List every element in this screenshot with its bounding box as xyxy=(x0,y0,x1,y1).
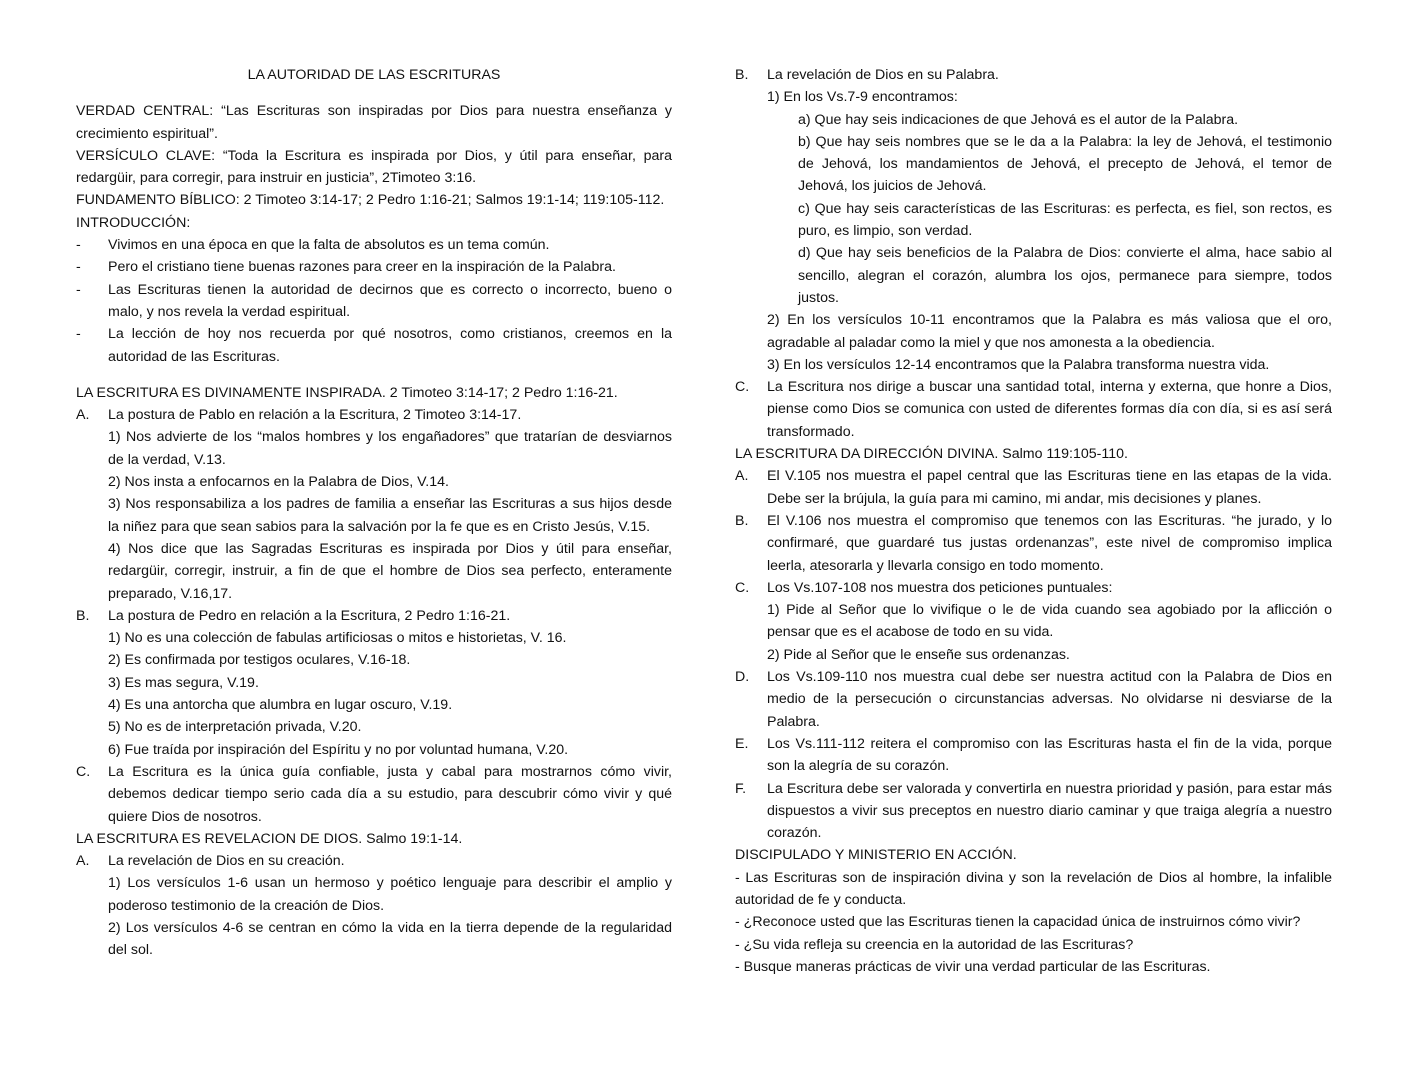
section-point xyxy=(735,64,1332,86)
discipulado-item: - ¿Su vida refleja su creencia en la autoridad de las Escrituras? xyxy=(735,936,1134,953)
discipulado-item: - Las Escrituras son de inspiración divina y son la revelación de Dios al hombre, la infalible autoridad de fe y conducta. xyxy=(735,869,1332,908)
point-text: La Escritura nos dirige a buscar una santidad total, interna y externa, que honre a Dios, piense como Dios se comunica con usted de diferentes formas día con día, si es así será transformado. xyxy=(767,379,1332,440)
sub-sub-point: c) Que hay seis características de las Escrituras: es perfecta, es fiel, son rectos, es puro, es limpio, son verdad. xyxy=(798,200,1332,240)
point-marker: A. xyxy=(76,853,90,870)
sub-point: 1) No es una colección de fabulas artificiosas o mitos e historietas, V. 16. xyxy=(108,630,567,647)
section-point xyxy=(735,666,1332,733)
intro-heading: INTRODUCCIÓN: xyxy=(76,214,191,231)
sub-point: 1) En los Vs.7-9 encontramos: xyxy=(767,89,958,106)
fundamento-biblico: FUNDAMENTO BÍBLICO: 2 Timoteo 3:14-17; 2 Pedro 1:16-21; Salmos 19:1-14; 119:105-112. xyxy=(76,192,665,209)
intro-item xyxy=(76,234,672,256)
section-point xyxy=(735,778,1332,845)
point-marker: A. xyxy=(76,407,90,424)
sub-point: 2) Los versículos 4-6 se centran en cómo la vida en la tierra depende de la regularidad del sol. xyxy=(108,919,672,959)
sub-point: 2) Nos insta a enfocarnos en la Palabra de Dios, V.14. xyxy=(108,474,449,491)
bullet-marker: - xyxy=(76,237,81,254)
section-point xyxy=(735,510,1332,577)
bullet-marker: - xyxy=(76,281,81,298)
point-text: La postura de Pablo en relación a la Escritura, 2 Timoteo 3:14-17. xyxy=(108,407,522,424)
section-point xyxy=(735,733,1332,778)
section-heading: LA ESCRITURA DA DIRECCIÓN DIVINA. Salmo 119:105-110. xyxy=(735,446,1128,463)
sub-point: 1) Pide al Señor que lo vivifique o le de vida cuando sea agobiado por la aflicción o pensar que es el acabose de todo en su vida. xyxy=(767,602,1332,641)
point-text: El V.106 nos muestra el compromiso que tenemos con las Escrituras. “he jurado, y lo confirmaré, que guardaré tus justas ordenanzas”, este nivel de compromiso implica leerla, atesorarla y llevarla consigo en todo momento. xyxy=(767,512,1332,574)
section-heading: DISCIPULADO Y MINISTERIO EN ACCIÓN. xyxy=(735,847,1017,864)
intro-item xyxy=(76,256,672,278)
sub-point: 2) En los versículos 10-11 encontramos que la Palabra es más valiosa que el oro, agradable al paladar como la miel y que nos amonesta a la obediencia. xyxy=(767,312,1332,351)
intro-item-text: Vivimos en una época en que la falta de absolutos es un tema común. xyxy=(108,237,550,254)
point-marker: C. xyxy=(76,763,91,780)
right-column xyxy=(735,64,1332,978)
intro-item-text: Las Escrituras tienen la autoridad de decirnos que es correcto o incorrecto, bueno o malo, y nos revela la verdad espiritual. xyxy=(108,281,672,320)
point-text: La revelación de Dios en su creación. xyxy=(108,853,345,870)
section-heading: LA ESCRITURA ES DIVINAMENTE INSPIRADA. 2 Timoteo 3:14-17; 2 Pedro 1:16-21. xyxy=(76,384,618,401)
point-marker: B. xyxy=(76,607,90,624)
intro-item-text: La lección de hoy nos recuerda por qué nosotros, como cristianos, creemos en la autoridad de las Escrituras. xyxy=(108,326,672,365)
sub-point: 4) Es una antorcha que alumbra en lugar oscuro, V.19. xyxy=(108,697,453,714)
point-marker: C. xyxy=(735,579,750,596)
point-text: La Escritura es la única guía confiable, justa y cabal para mostrarnos cómo vivir, debemos dedicar tiempo serio cada día a su estudio, para descubrir cómo vivir y qué quiere Dios de nosotros. xyxy=(108,763,672,825)
intro-item xyxy=(76,323,672,368)
point-text: La Escritura debe ser valorada y convertirla en nuestra prioridad y pasión, para estar más dispuestos a vivir sus preceptos en nuestro diario caminar y que traiga alegría a nuestro corazón. xyxy=(767,780,1332,842)
point-marker: D. xyxy=(735,669,750,686)
sub-point: 4) Nos dice que las Sagradas Escrituras es inspirada por Dios y útil para enseñar, redargüir, corregir, instruir, a fin de que el hombre de Dios sea perfecto, enteramente preparado, V.16,17. xyxy=(108,540,672,602)
left-column xyxy=(76,64,672,962)
sub-point: 1) Los versículos 1-6 usan un hermoso y poético lenguaje para describir el amplio y poderoso testimonio de la creación de Dios. xyxy=(108,875,672,914)
point-text: Los Vs.107-108 nos muestra dos peticiones puntuales: xyxy=(767,579,1113,596)
section-heading: LA ESCRITURA ES REVELACION DE DIOS. Salmo 19:1-14. xyxy=(76,830,463,847)
sub-point: 1) Nos advierte de los “malos hombres y los engañadores” que tratarían de desviarnos de la verdad, V.13. xyxy=(108,429,672,468)
intro-item xyxy=(76,279,672,324)
point-text: La revelación de Dios en su Palabra. xyxy=(767,67,999,83)
section-point xyxy=(735,376,1332,443)
section-point xyxy=(76,761,672,828)
sub-point: 6) Fue traída por inspiración del Espíritu y no por voluntad humana, V.20. xyxy=(108,741,569,758)
point-text: Los Vs.109-110 nos muestra cual debe ser nuestra actitud con la Palabra de Dios en medio de la persecución o circunstancias adversas. No olvidarse ni desviarse de la Palabra. xyxy=(767,669,1332,730)
section-point xyxy=(735,465,1332,510)
intro-item-text: Pero el cristiano tiene buenas razones para creer en la inspiración de la Palabra. xyxy=(108,259,616,276)
document-title: LA AUTORIDAD DE LAS ESCRITURAS xyxy=(247,67,501,83)
sub-point: 3) Nos responsabiliza a los padres de familia a enseñar las Escrituras a sus hijos desde la niñez para que sean sabios para la salvación por la fe que es en Cristo Jesús, V.15. xyxy=(108,496,672,535)
point-marker: A. xyxy=(735,468,749,485)
sub-point: 2) Es confirmada por testigos oculares, V.16-18. xyxy=(108,652,411,669)
point-text: Los Vs.111-112 reitera el compromiso con las Escrituras hasta el fin de la vida, porque son la alegría de su corazón. xyxy=(767,735,1332,775)
sub-point: 2) Pide al Señor que le enseñe sus ordenanzas. xyxy=(767,646,1070,663)
versiculo-clave: VERSÍCULO CLAVE: “Toda la Escritura es inspirada por Dios, y útil para enseñar, para redargüir, para corregir, para instruir en justicia”, 2Timoteo 3:16. xyxy=(76,147,672,187)
sub-sub-point: b) Que hay seis nombres que se le da a la Palabra: la ley de Jehová, el testimonio de Jehová, los mandamientos de Jehová, el precepto de Jehová, el temor de Jehová, los juicios de Jehová. xyxy=(798,133,1332,195)
section-point xyxy=(76,605,672,627)
section-point xyxy=(76,850,672,872)
verdad-central: VERDAD CENTRAL: “Las Escrituras son inspiradas por Dios para nuestra enseñanza y crecimiento espiritual”. xyxy=(76,103,672,142)
point-marker: C. xyxy=(735,379,750,396)
sub-point: 3) En los versículos 12-14 encontramos que la Palabra transforma nuestra vida. xyxy=(767,356,1270,373)
section-point xyxy=(735,577,1332,599)
point-marker: E. xyxy=(735,735,749,752)
sub-sub-point: d) Que hay seis beneficios de la Palabra de Dios: convierte el alma, hace sabio al sencillo, alegran el corazón, alumbra los ojos, permanece para siempre, todos justos. xyxy=(798,245,1332,306)
discipulado-item: - Busque maneras prácticas de vivir una verdad particular de las Escrituras. xyxy=(735,958,1211,975)
point-marker: B. xyxy=(735,512,749,529)
point-marker: F. xyxy=(735,780,747,797)
section-point xyxy=(76,404,672,426)
sub-point: 3) Es mas segura, V.19. xyxy=(108,674,259,691)
bullet-marker: - xyxy=(76,326,81,343)
point-text: El V.105 nos muestra el papel central que las Escrituras tiene en las etapas de la vida. Debe ser la brújula, la guía para mi camino, mi andar, mis decisiones y planes. xyxy=(767,468,1332,507)
point-text: La postura de Pedro en relación a la Escritura, 2 Pedro 1:16-21. xyxy=(108,607,511,624)
bullet-marker: - xyxy=(76,259,81,276)
sub-point: 5) No es de interpretación privada, V.20. xyxy=(108,719,362,736)
sub-sub-point: a) Que hay seis indicaciones de que Jehová es el autor de la Palabra. xyxy=(798,111,1239,128)
point-marker: B. xyxy=(735,67,749,83)
discipulado-item: - ¿Reconoce usted que las Escrituras tienen la capacidad única de instruirnos cómo vivir? xyxy=(735,914,1301,931)
